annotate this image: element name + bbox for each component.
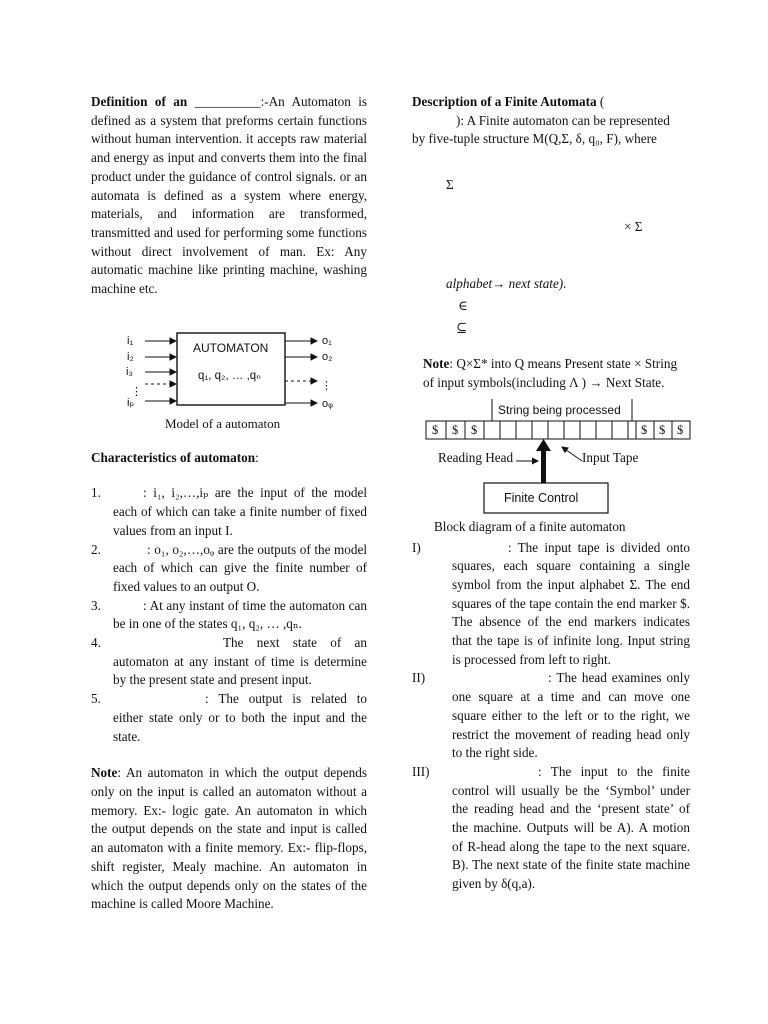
list-item [412,539,690,670]
description-heading: Description of a Finite Automata [412,94,597,109]
note-paragraph [91,764,367,914]
input-label-p: iₚ [127,396,135,409]
automaton-box-label: AUTOMATON [193,340,269,355]
list-number: 1. [91,485,101,501]
list-number: 5. [91,691,101,707]
finite-control-label: Finite Control [504,490,579,505]
note2-line-1 [412,355,690,374]
description-paren: ( [599,94,605,109]
tape-cell-right-3: $ [677,422,684,437]
sigma-symbol: Σ [446,177,454,193]
list-item [91,690,367,746]
left-column [91,93,367,914]
note2-line-2: of input symbols(including Λ ) → Next State. [423,374,665,390]
times-sigma: × Σ [624,219,643,235]
svg-text:⋮: ⋮ [131,385,142,398]
subset-of-symbol: ⊆ [456,320,468,336]
input-label-2: i₂ [127,350,134,363]
tape-cell-right-1: $ [641,422,648,437]
element-of-symbol: ∈ [458,298,468,314]
tuple-fragments [412,149,690,339]
list-number: III) [412,763,430,779]
characteristics-colon: : [255,449,259,465]
list-text: : The input to the finite control will usually be the ‘Symbol’ under the reading head and the ‘present state’ of the machine. Outputs will be A). A motion of R-head along the tape to the next square. B). The next state of the finite state machine given by δ(q,a). [452,763,690,892]
list-text: : The output is related to either state only or to both the input and the state. [113,691,367,744]
alphabet-fragment: alphabet→ next state). [446,276,567,292]
block-diagram-caption: Block diagram of a finite automaton [434,518,626,534]
note2-label: Note [423,356,450,372]
list-number: II) [412,670,426,686]
definition-blank: __________ [194,94,261,109]
description-line-3: by five-tuple structure M(Q,Σ, δ, q₀, F), where [412,131,657,147]
finite-automaton-block-diagram [412,397,690,537]
list-text: The next state of an automaton at any instant of time is determine by the present state and present input. [113,635,367,688]
reading-head-shaft [541,447,546,483]
automaton-model-diagram [91,331,367,439]
list-item [412,763,690,894]
list-text: : The head examines only one square at a time and can move one square either to the left or to the right, we restrict the movement of reading head only to the right side. [452,670,690,761]
model-caption: Model of a automaton [165,415,281,431]
tape-cell-left-1: $ [432,422,439,437]
output-label-q: oᵩ [322,397,333,410]
tape-cell-left-3: $ [471,422,478,437]
note-body: : An automaton in which the output depends only on the input is called an automaton without a memory. Ex:- logic gate. An automaton in which the output depends on the state and input is called an automaton with a finite memory. Ex:- flip-flops, shift register, Mealy machine. An automaton in which the output depends only on the states of the machine is called Moore Machine. [91,765,367,912]
right-column [412,93,690,894]
list-number: 2. [91,541,101,557]
output-label-2: o₂ [322,350,333,363]
description-heading-line [412,93,690,112]
tape-cell-right-2: $ [659,422,666,437]
string-being-processed-label: String being processed [498,402,621,417]
output-label-1: o₁ [322,334,332,347]
list-item [91,597,367,634]
list-item [91,484,367,540]
note2-body-1: : Q×Σ* into Q means Present state × String [449,356,678,372]
tape-cell-left-2: $ [452,422,459,437]
list-text: : At any instant of time the automaton can be in one of the states q₁, q₂, … ,qₙ. [113,597,367,632]
components-list [412,539,690,894]
list-item [91,634,367,690]
note-label: Note [91,765,118,781]
input-label-3: i₃ [126,365,133,378]
reading-head-label: Reading Head [438,449,514,465]
characteristics-heading-line [91,449,367,468]
list-item [91,541,367,597]
list-item [412,669,690,763]
definition-paragraph [91,93,367,299]
definition-body: :-An Automaton is defined as a system that preforms certain functions without human intervention. it accepts raw material and energy as input and converts them into the final product under the guidance of control signals. or an automata is defined as a system where energy, materials, and information are transformed, transmitted and used for performing some functions without direct involvement of man. Ex: Any automatic machine like printing machine, washing machine etc. [91,94,368,297]
characteristics-list [91,484,367,746]
list-text: : o₁, o₂,…,oᵩ are the outputs of the model each of which can give the finite number of fixed values to an output O. [113,541,367,594]
input-tape-label: Input Tape [582,449,639,465]
definition-heading: Definition of an [91,94,188,109]
list-text: : i₁, i₂,…,iₚ are the input of the model each of which can take a finite number of fixed values from an input I. [113,485,367,538]
list-text: : The input tape is divided onto squares, each square containing a single symbol from the input alphabet Σ. The end squares of the tape contain the end marker $. The absence of the end markers indicates that the tape is of infinite long. Input string is processed from left to right. [452,539,690,667]
list-number: I) [412,539,421,555]
automaton-states-label: q₁, q₂, … ,qₙ [198,369,261,382]
svg-text:⋮: ⋮ [321,379,332,392]
input-label-1: i₁ [127,334,134,347]
list-number: 4. [91,635,101,651]
list-number: 3. [91,597,101,613]
characteristics-heading: Characteristics of automaton [91,449,256,465]
description-line-2: ): A Finite automaton can be represented [456,112,670,128]
